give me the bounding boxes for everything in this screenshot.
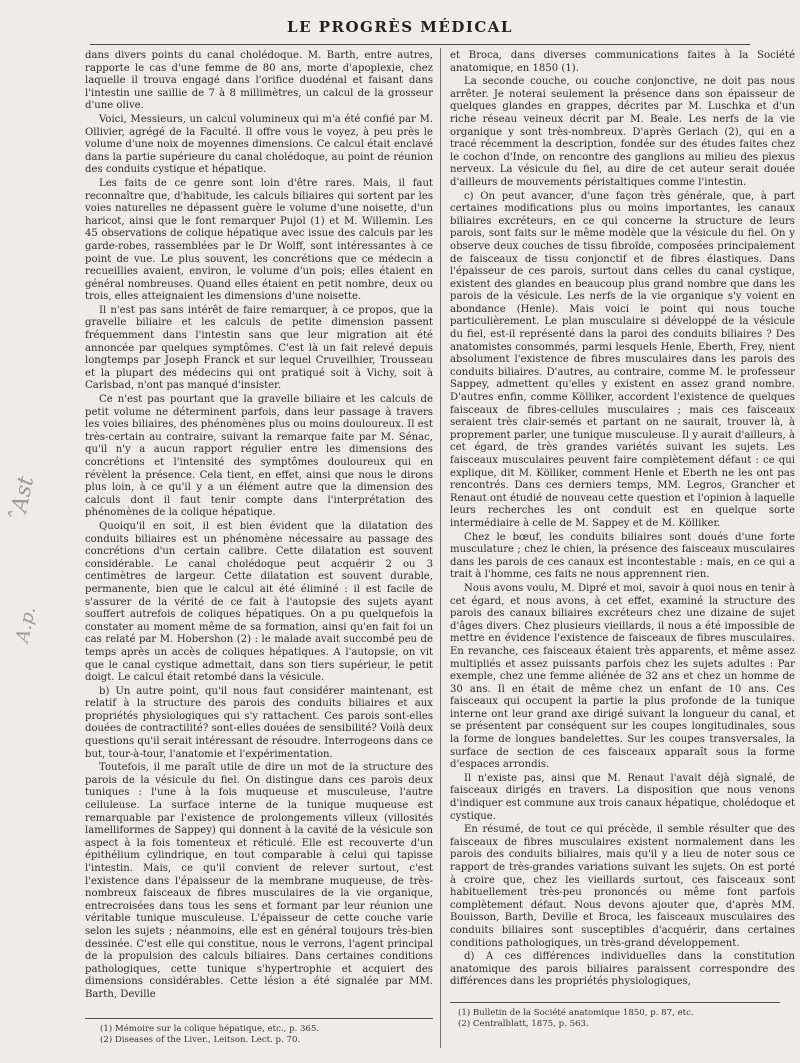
left-column (85, 50, 433, 1002)
footnote: (2) Centralblatt, 1875, p. 563. (458, 1019, 589, 1029)
footnote: (1) Mémoire sur la colique hépatique, etc., p. 365. (100, 1024, 320, 1034)
paragraph: et Broca, dans diverses communications faites à la Société anatomique, en 1850 (1). (450, 50, 795, 74)
header-rule (90, 44, 750, 45)
paragraph: La seconde couche, ou couche conjonctive, ne doit pas nous arrêter. Je noterai seulement la présence dans son épaisseur de quelques glandes en grappes, décrites par M. Luschka et d'un riche réseau veineux décrit par M. Beale. Les nerfs de la vie organique y sont très-nombreux. D'après Gerlach (2), qui en a tracé récemment la description, fondée sur des études faites chez le cochon d'Inde, on rencontre des ganglions au milieu des plexus nerveux. La vésicule du fiel, au dire de cet auteur serait douée d'ailleurs de mouvements péristaltiques comme l'intestin. (450, 76, 795, 188)
journal-title: LE PROGRÈS MÉDICAL (287, 18, 513, 36)
paragraph: Voici, Messieurs, un calcul volumineux qui m'a été confié par M. Ollivier, agrégé de la Faculté. Il offre vous le voyez, à peu près le volume d'une noix de moyennes dimensions. Ce calcul était enclavé dans la partie supérieure du canal cholédoque, au point de réunion des conduits cystique et hépatique. (85, 113, 433, 176)
paragraph: d) A ces différences individuelles dans la constitution anatomique des parois biliaires paraissent correspondre des différences dans les propriétés physiologiques, (450, 951, 795, 988)
paragraph: c) On peut avancer, d'une façon très générale, que, à part certaines modifications plus ou moins importantes, les canaux biliaires excréteurs, en ce qui concerne la structure de leurs parois, sont faits sur le même modèle que la vésicule du fiel. On y observe deux couches de tissu fibroïde, composées principalement de faisceaux de tissu conjonctif et de fibres élastiques. Dans l'épaisseur de ces parois, surtout dans celles du canal cystique, existent des glandes en beaucoup plus grand nombre que dans les parois de la vésicule. Les nerfs de la vie organique s'y voient en abondance (Henle). Mais voici le point qui nous touche particulièrement. Le plan musculaire si développé de la vésicule du fiel, est-il représenté dans la paroi des conduits biliaires ? Des anatomistes consommés, parmi lesquels Henle, Eberth, Frey, nient absolument l'existence de fibres musculaires dans les parois des conduits biliaires. D'autres, au contraire, comme M. le professeur Sappey, admettent qu'elles y existent en assez grand nombre. D'autres enfin, comme Kölliker, accordent l'existence de quelques faisceaux de fibres-cellules musculaires ; mais ces faisceaux seraient très clair-semés et partant on ne saurait, trouver là, à proprement parler, une tunique musculeuse. Il y aurait d'ailleurs, à cet égard, de très grandes variétés suivant les sujets. Les faisceaux musculaires peuvent faire complètement défaut : ce qui explique, dit M. Kölliker, comment Henle et Eberth ne les ont pas rencontrés. Dans ces derniers temps, MM. Legros, Grancher et Renaut ont étudié de nouveau cette question et l'opinion à laquelle leurs recherches les ont conduit est en quelque sorte intermédiaire à celle de M. Sappey et de M. Kölliker. (450, 190, 795, 529)
paragraph: Quoiqu'il en soit, il est bien évident que la dilatation des conduits biliaires est un phénomène nécessaire au passage des concrétions d'un certain calibre. Cette dilatation est souvent considérable. Le canal cholédoque peut acquérir 2 ou 3 centimètres de largeur. Cette dilatation est souvent durable, permanente, bien que le calcul ait été éliminé : il est facile de s'assurer de la vérité de ce fait à l'autopsie des sujets ayant souffert autrefois de coliques hépatiques. On a pu quelquefois la constater au moment même de sa formation, ainsi qu'en fait foi un cas relaté par M. Hobershon (2) : le malade avait succombé peu de temps après un accès de coliques hépatiques. A l'autopsie, on vit que le canal cystique admettait, dans son tiers supérieur, le petit doigt. Le calcul était retombé dans la vésicule. (85, 520, 433, 684)
footnote: (1) Bulletin de la Société anatomique 1850, p. 87, etc. (458, 1008, 694, 1018)
paragraph: Chez le bœuf, les conduits biliaires sont doués d'une forte musculature ; chez le chien, la présence des faisceaux musculaires dans les parois de ces canaux est incontestable : mais, en ce qui a trait à l'homme, ces faits ne nous apprennent rien. (450, 531, 795, 581)
right-column (450, 50, 795, 989)
right-footnotes (458, 1008, 694, 1030)
paragraph: dans divers points du canal cholédoque. M. Barth, entre autres, rapporte le cas d'une femme de 80 ans, morte d'apoplexie, chez laquelle il trouva engagé dans l'orifice duodénal et faisant dans l'intestin une saillie de 7 à 8 millimètres, un calcul de la grosseur d'une olive. (85, 50, 433, 112)
paragraph: Ce n'est pas pourtant que la gravelle biliaire et les calculs de petit volume ne déterminent parfois, dans leur passage à travers les voies biliaires, des phénomènes plus ou moins douloureux. Il est très-certain au contraire, suivant la remarque faite par M. Sénac, qu'il n'y a aucun rapport régulier entre les dimensions des concrétions et l'intensité des symptômes douloureux qui en révèlent la présence. Cela tient, en effet, ainsi que nous le dirons plus loin, à ce qu'il y a un élément autre que la dimension des calculs dont il faut tenir compte dans l'interprétation des phénomènes de la colique hépatique. (85, 394, 433, 519)
footnote-rule (85, 1018, 433, 1019)
paragraph: En résumé, de tout ce qui précède, il semble résulter que des faisceaux de fibres musculaires existent normalement dans les parois des conduits biliaires, mais qu'il y a lieu de noter sous ce rapport de très-grandes variations suivant les sujets. On est porté à croire que, chez les vieillards surtout, ces faisceaux sont habituellement très-peu prononcés ou même font parfois complètement défaut. Nous devons ajouter que, d'après MM. Bouisson, Barth, Deville et Broca, les faisceaux musculaires des conduits biliaires sont susceptibles d'acquérir, dans certaines conditions pathologiques, un très-grand développement. (450, 824, 795, 949)
paragraph: Nous avons voulu, M. Dipré et moi, savoir à quoi nous en tenir à cet égard, et nous avons, à cet effet, examiné la structure des parois des canaux biliaires excréteurs chez une dizaine de sujet d'âges divers. Chez plusieurs vieillards, il nous a été impossible de mettre en évidence l'existence de faisceaux de fibres musculaires. En revanche, ces faisceaux étaient très apparents, et même assez multipliés et assez puissants parfois chez les sujets adultes : Par exemple, chez une femme aliénée de 32 ans et chez un homme de 30 ans. Il en était de même chez un enfant de 10 ans. Ces faisceaux qui occupent la partie la plus profonde de la tunique interne ont leur grand axe dirigé suivant la longueur du canal, et se présentent par conséquent sur les coupes longitudinales, sous la forme de longues bandelettes. Sur les coupes transversales, la surface de section de ces faisceaux apparaît sous la forme d'espaces arrondis. (450, 582, 795, 771)
paragraph: b) Un autre point, qu'il nous faut considérer maintenant, est relatif à la structure des parois des conduits biliaires et aux propriétés physiologiques qui s'y rattachent. Ces parois sont-elles douées de contractilité? sont-elles douées de sensibilité? Voilà deux questions qu'il serait intéressant de résoudre. Interrogeons dans ce but, tour-à-tour, l'anatomie et l'expérimentation. (85, 685, 433, 760)
paragraph: Il n'existe pas, ainsi que M. Renaut l'avait déjà signalé, de faisceaux dirigés en travers. La disposition que nous venons d'indiquer est commune aux trois canaux hépatique, cholédoque et cystique. (450, 772, 795, 822)
paragraph: Les faits de ce genre sont loin d'être rares. Mais, il faut reconnaître que, d'habitude, les calculs biliaires qui sortent par les voies naturelles ne dépassent guère le volume d'une noisette, d'un haricot, ainsi que le font remarquer Pujol (1) et M. Willemin. Les 45 observations de colique hépatique avec issue des calculs par les garde-robes, rassemblées par le Dr Wolff, sont intéressantes à ce point de vue. Le plus souvent, les concrétions que ce médecin a recueillies avaient, environ, le volume d'un pois; elles étaient en général nombreuses. Quand elles étaient en petit nombre, deux ou trois, elles atteignaient les dimensions d'une noisette. (85, 177, 433, 303)
footnote-rule (450, 1002, 780, 1003)
page-header (80, 18, 720, 36)
paragraph: Il n'est pas sans intérêt de faire remarquer, à ce propos, que la gravelle biliaire et les calculs de petite dimension passent fréquemment dans l'intestin sans que leur migration ait été annoncée par quelques symptômes. C'est là un fait relevé depuis longtemps par Joseph Franck et sur lequel Cruveilhier, Trousseau et la plupart des médecins qui ont pratiqué soit à Vichy, soit à Carlsbad, n'ont pas manqué d'insister. (85, 304, 433, 392)
paragraph: Toutefois, il me paraît utile de dire un mot de la structure des parois de la vésicule du fiel. On distingue dans ces parois deux tuniques : l'une à la fois muqueuse et musculeuse, l'autre celluleuse. La surface interne de la tunique muqueuse est remarquable par l'existence de prolongements villeux (villosités lamelliformes de Sappey) qui donnent à la cavité de la vésicule son aspect à la fois tomenteux et réticulé. Elle est recouverte d'un épithélium cylindrique, en tout comparable à celui qui tapisse l'intestin. Mais, ce qu'il convient de relever surtout, c'est l'existence dans l'épaisseur de la membrane muqueuse, de très-nombreux faisceaux de fibres musculaires de la vie organique, entrecroisées dans tous les sens et formant par leur réunion une véritable tunique musculeuse. L'épaisseur de cette couche varie selon les sujets ; néanmoins, elle est en général toujours très-bien dessinée. C'est elle qui constitue, nous le verrons, l'agent principal de la propulsion des calculs biliaires. Dans certaines conditions pathologiques, cette tunique s'hypertrophie et acquiert des dimensions considérables. Cette lésion a été signalée par MM. Barth, Deville (85, 762, 433, 1000)
column-divider (440, 48, 441, 1048)
footnote: (2) Diseases of the Liver., Leitson. Lect. p. 70. (100, 1035, 301, 1045)
handwritten-margin-note: ˆAst (5, 473, 40, 526)
handwritten-margin-note: A.p. (12, 604, 41, 645)
left-footnotes (100, 1024, 319, 1046)
